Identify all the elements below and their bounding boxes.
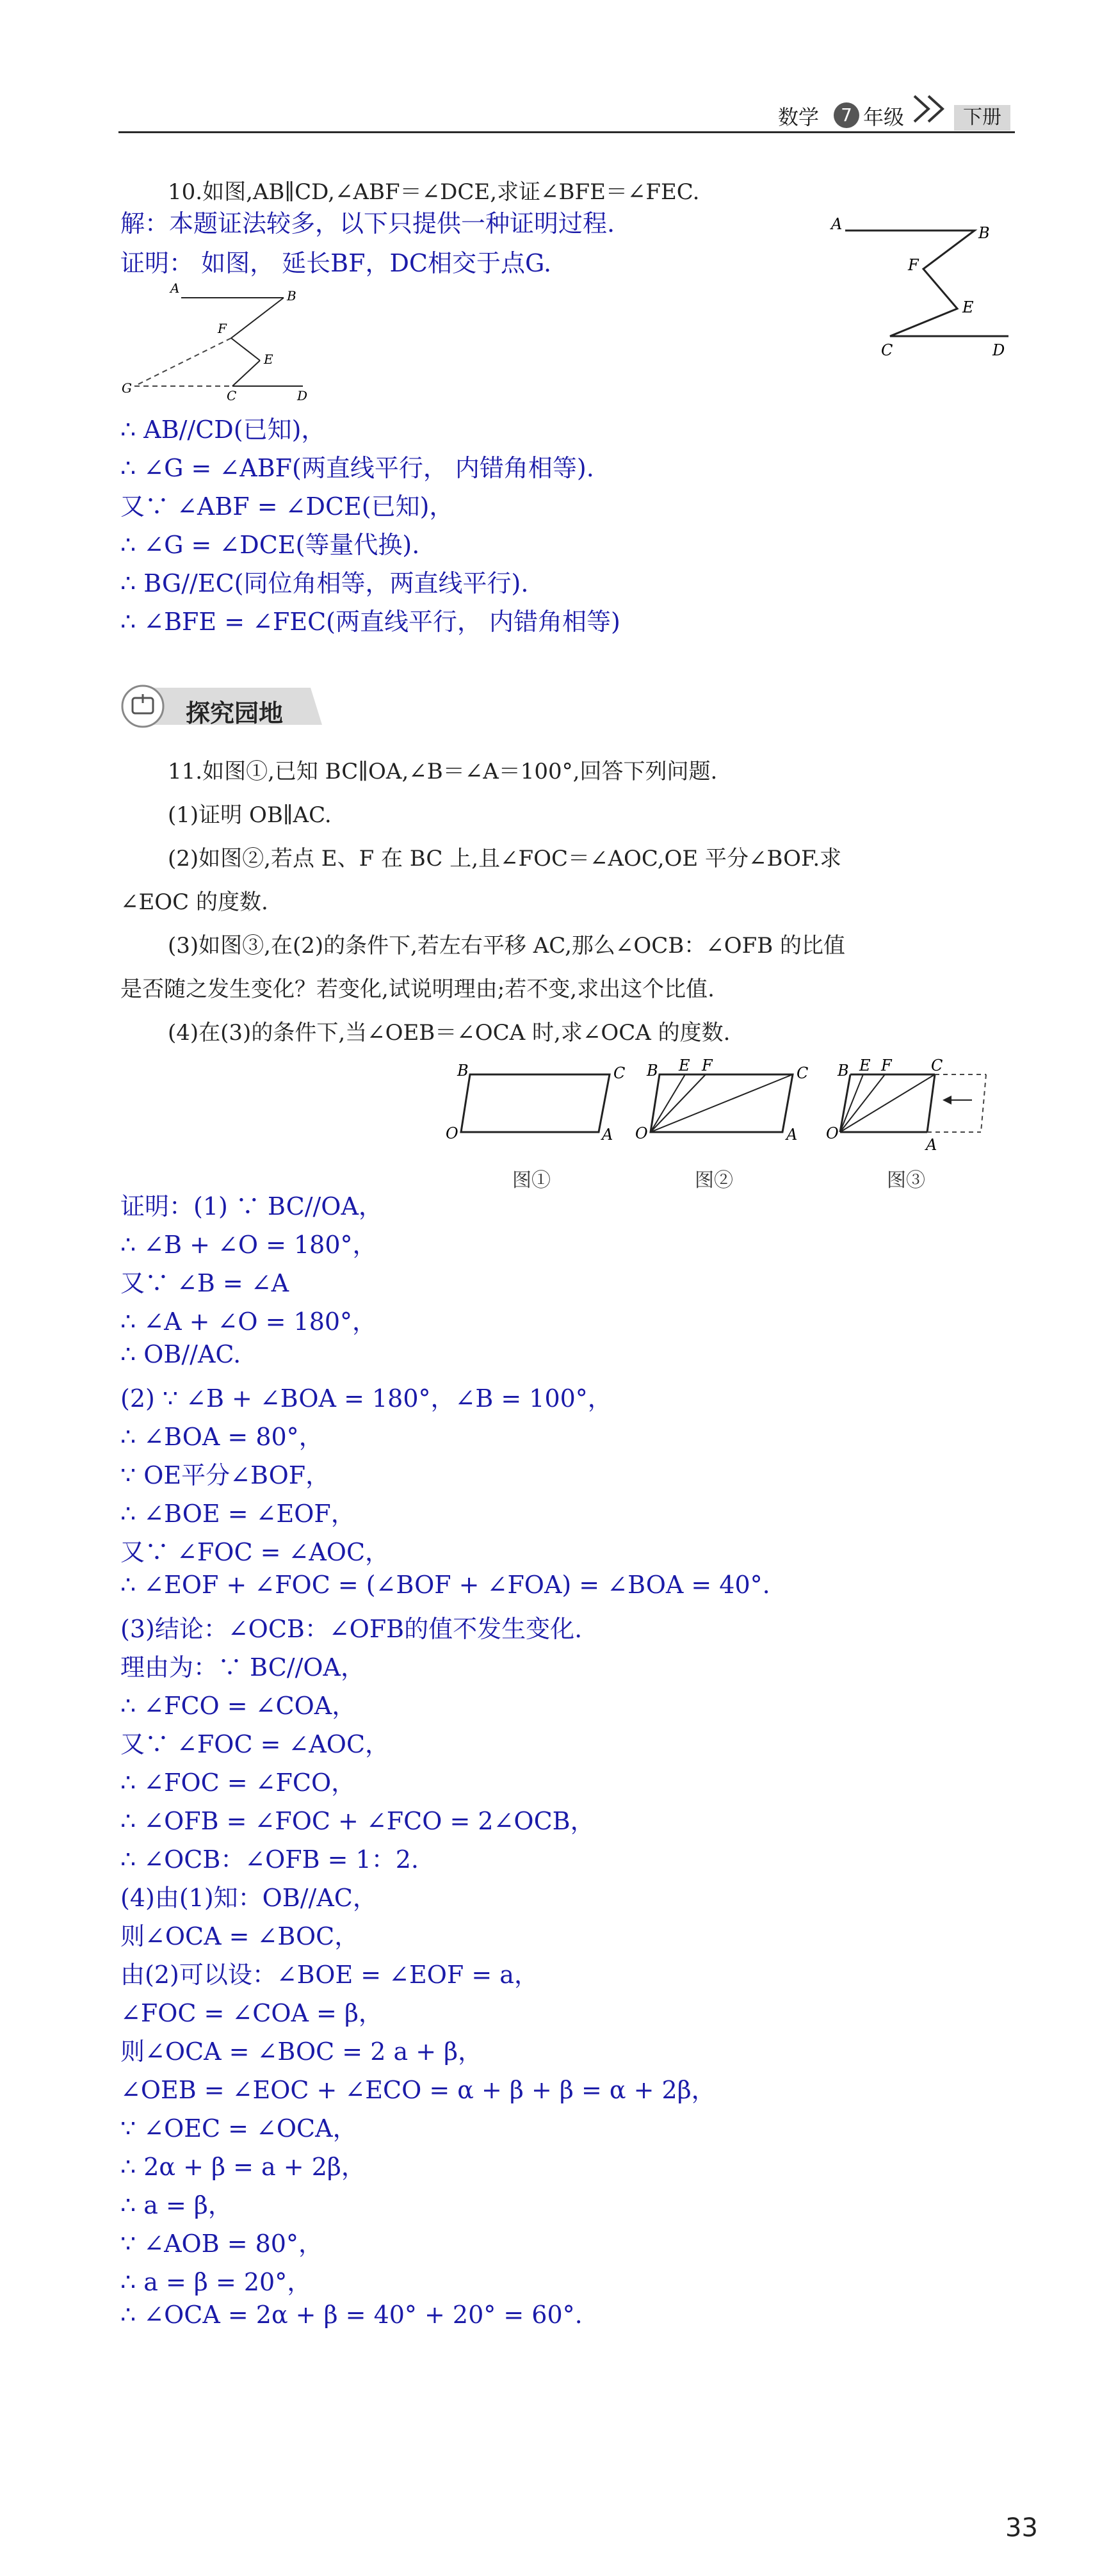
fig1-label-c: C bbox=[613, 1064, 626, 1082]
q11-answer-line: ∴ ∠EOF + ∠FOC = (∠BOF + ∠FOA) = ∠BOA = 40°. bbox=[120, 1571, 770, 1599]
page-number: 33 bbox=[1005, 2513, 1038, 2543]
q11-answer-line: ∴ ∠FCO = ∠COA， bbox=[120, 1692, 357, 1720]
q11-line: (1)证明 OB∥AC. bbox=[168, 802, 332, 828]
fig2-label-a: A bbox=[786, 1126, 798, 1144]
q11-answer-line: ∴ a = β， bbox=[120, 2191, 232, 2219]
fig3-label-b: B bbox=[838, 1062, 849, 1080]
q11-answer-line: ∴ ∠A + ∠O = 180°， bbox=[120, 1308, 377, 1336]
fig1-label-b: B bbox=[457, 1062, 469, 1080]
q11-answer-line: ∴ ∠FOC = ∠FCO， bbox=[120, 1769, 356, 1797]
fig3-label-c: C bbox=[931, 1057, 943, 1074]
fig3-label-e: E bbox=[859, 1057, 871, 1074]
sketch-label-f: F bbox=[218, 321, 227, 336]
q11-answer-line: ∴ ∠OCB：∠OFB = 1：2. bbox=[120, 1845, 419, 1874]
q11-figure-1 bbox=[442, 1057, 627, 1153]
fig-label-f: F bbox=[908, 256, 919, 274]
q10-answer-line: ∴ ∠BFE = ∠FEC(两直线平行， 内错角相等) bbox=[120, 608, 620, 636]
q10-answer-line: ∴ ∠G = ∠DCE(等量代换). bbox=[120, 531, 420, 559]
q11-answer-line: ∴ ∠OFB = ∠FOC + ∠FCO = 2∠OCB， bbox=[120, 1807, 595, 1835]
fig1-label-a: A bbox=[602, 1126, 613, 1144]
q11-figure-2 bbox=[634, 1057, 820, 1153]
q11-answer-line: 又∵ ∠FOC = ∠AOC， bbox=[120, 1538, 390, 1566]
q11-answer-line: (3)结论：∠OCB：∠OFB的值不发生变化. bbox=[120, 1615, 583, 1643]
sketch-label-c: C bbox=[227, 388, 237, 403]
q11-answer-line: ∴ ∠B + ∠O = 180°， bbox=[120, 1231, 377, 1259]
header-grade: 年级 bbox=[863, 105, 905, 129]
fig2-label-b: B bbox=[647, 1062, 658, 1080]
q10-prompt: 10.如图,AB∥CD,∠ABF＝∠DCE,求证∠BFE＝∠FEC. bbox=[168, 179, 700, 205]
q11-figure-3 bbox=[826, 1057, 1018, 1159]
q10-answer-line: ∴ BG//EC(同位角相等，两直线平行). bbox=[120, 569, 529, 597]
q10-answer-line: 解：本题证法较多，以下只提供一种证明过程. bbox=[120, 209, 615, 238]
sketch-label-d: D bbox=[297, 388, 308, 403]
fig2-label-f: F bbox=[702, 1057, 713, 1074]
figure-caption-2: 图② bbox=[695, 1169, 733, 1192]
fig2-label-e: E bbox=[679, 1057, 690, 1074]
section-title: 探究园地 bbox=[186, 699, 284, 727]
fig-label-e: E bbox=[962, 298, 974, 316]
fig2-label-o: O bbox=[635, 1124, 648, 1142]
q11-answer-line: ∴ ∠OCA = 2α + β = 40° + 20° = 60°. bbox=[120, 2301, 583, 2329]
q10-answer-line: 又∵ ∠ABF = ∠DCE(已知)， bbox=[120, 492, 454, 521]
header-subject: 数学 bbox=[778, 105, 820, 129]
fig1-label-o: O bbox=[446, 1124, 458, 1142]
arrow-left-icon bbox=[943, 1096, 951, 1105]
figure-caption-1: 图① bbox=[512, 1169, 551, 1192]
sketch-label-g: G bbox=[122, 380, 132, 396]
figure-caption-3: 图③ bbox=[887, 1169, 925, 1192]
fig-label-a: A bbox=[831, 215, 843, 233]
q11-answer-line: 证明：(1) ∵ BC//OA， bbox=[120, 1192, 383, 1220]
fig-label-c: C bbox=[881, 341, 893, 359]
q11-answer-line: ∵ ∠OEC = ∠OCA， bbox=[120, 2114, 357, 2143]
fig-label-b: B bbox=[978, 224, 990, 242]
q10-answer-line: 证明： 如图， 延长BF，DC相交于点G. bbox=[120, 249, 552, 277]
q11-line: (3)如图③,在(2)的条件下,若左右平移 AC,那么∠OCB：∠OFB 的比值 bbox=[168, 933, 846, 959]
q10-answer-line: ∴ ∠G = ∠ABF(两直线平行， 内错角相等). bbox=[120, 454, 594, 482]
q10-figure bbox=[826, 211, 1018, 359]
q11-answer-line: ∵ OE平分∠BOF， bbox=[120, 1461, 330, 1489]
q10-answer-line: ∴ AB//CD(已知)， bbox=[120, 416, 326, 444]
header-volume: 下册 bbox=[954, 105, 1010, 131]
q11-line: (2)如图②,若点 E、F 在 BC 上,且∠FOC＝∠AOC,OE 平分∠BOF.求 bbox=[168, 846, 842, 871]
q11-line: 是否随之发生变化？若变化,试说明理由;若不变,求出这个比值. bbox=[120, 976, 715, 1002]
q11-answer-line: ∵ ∠AOB = 80°， bbox=[120, 2230, 323, 2258]
q10-answer-sketch bbox=[120, 279, 325, 403]
q11-answer-line: (2) ∵ ∠B + ∠BOA = 180°，∠B = 100°， bbox=[120, 1384, 612, 1413]
sketch-label-e: E bbox=[264, 352, 273, 367]
q11-answer-line: ∴ a = β = 20°， bbox=[120, 2268, 312, 2296]
header-divider bbox=[118, 131, 1015, 133]
fig3-label-f: F bbox=[881, 1057, 892, 1074]
q11-line: (4)在(3)的条件下,当∠OEB＝∠OCA 时,求∠OCA 的度数. bbox=[168, 1020, 731, 1046]
q11-answer-line: (4)由(1)知：OB//AC， bbox=[120, 1884, 377, 1912]
q11-answer-line: ∴ OB//AC. bbox=[120, 1340, 241, 1368]
q11-answer-line: ∠FOC = ∠COA = β， bbox=[120, 1999, 383, 2027]
q11-answer-line: ∴ ∠BOE = ∠EOF， bbox=[120, 1500, 355, 1528]
double-chevron-icon bbox=[909, 90, 954, 128]
grade-badge: 7 bbox=[834, 102, 859, 128]
q11-line: 11.如图①,已知 BC∥OA,∠B＝∠A＝100°,回答下列问题. bbox=[168, 759, 718, 784]
fig2-label-c: C bbox=[797, 1064, 809, 1082]
q11-answer-line: 则∠OCA = ∠BOC， bbox=[120, 1922, 359, 1950]
q11-answer-line: 由(2)可以设：∠BOE = ∠EOF = a， bbox=[120, 1961, 538, 1989]
q11-answer-line: ∴ 2α + β = a + 2β， bbox=[120, 2153, 366, 2181]
q11-answer-line: ∠OEB = ∠EOC + ∠ECO = α + β + β = α + 2β， bbox=[120, 2076, 716, 2104]
q11-answer-line: 又∵ ∠B = ∠A bbox=[120, 1269, 289, 1297]
q11-answer-line: ∴ ∠BOA = 80°， bbox=[120, 1423, 323, 1451]
sketch-label-a: A bbox=[170, 280, 180, 296]
fig-label-d: D bbox=[992, 341, 1005, 359]
fig3-label-a: A bbox=[926, 1136, 937, 1154]
sketch-label-b: B bbox=[287, 288, 296, 304]
q11-answer-line: 理由为：∵ BC//OA， bbox=[120, 1653, 365, 1681]
q11-answer-line: 又∵ ∠FOC = ∠AOC， bbox=[120, 1730, 390, 1758]
q11-answer-line: 则∠OCA = ∠BOC = 2 a + β， bbox=[120, 2037, 483, 2066]
fig3-label-o: O bbox=[826, 1124, 839, 1142]
q11-line: ∠EOC 的度数. bbox=[120, 889, 268, 915]
